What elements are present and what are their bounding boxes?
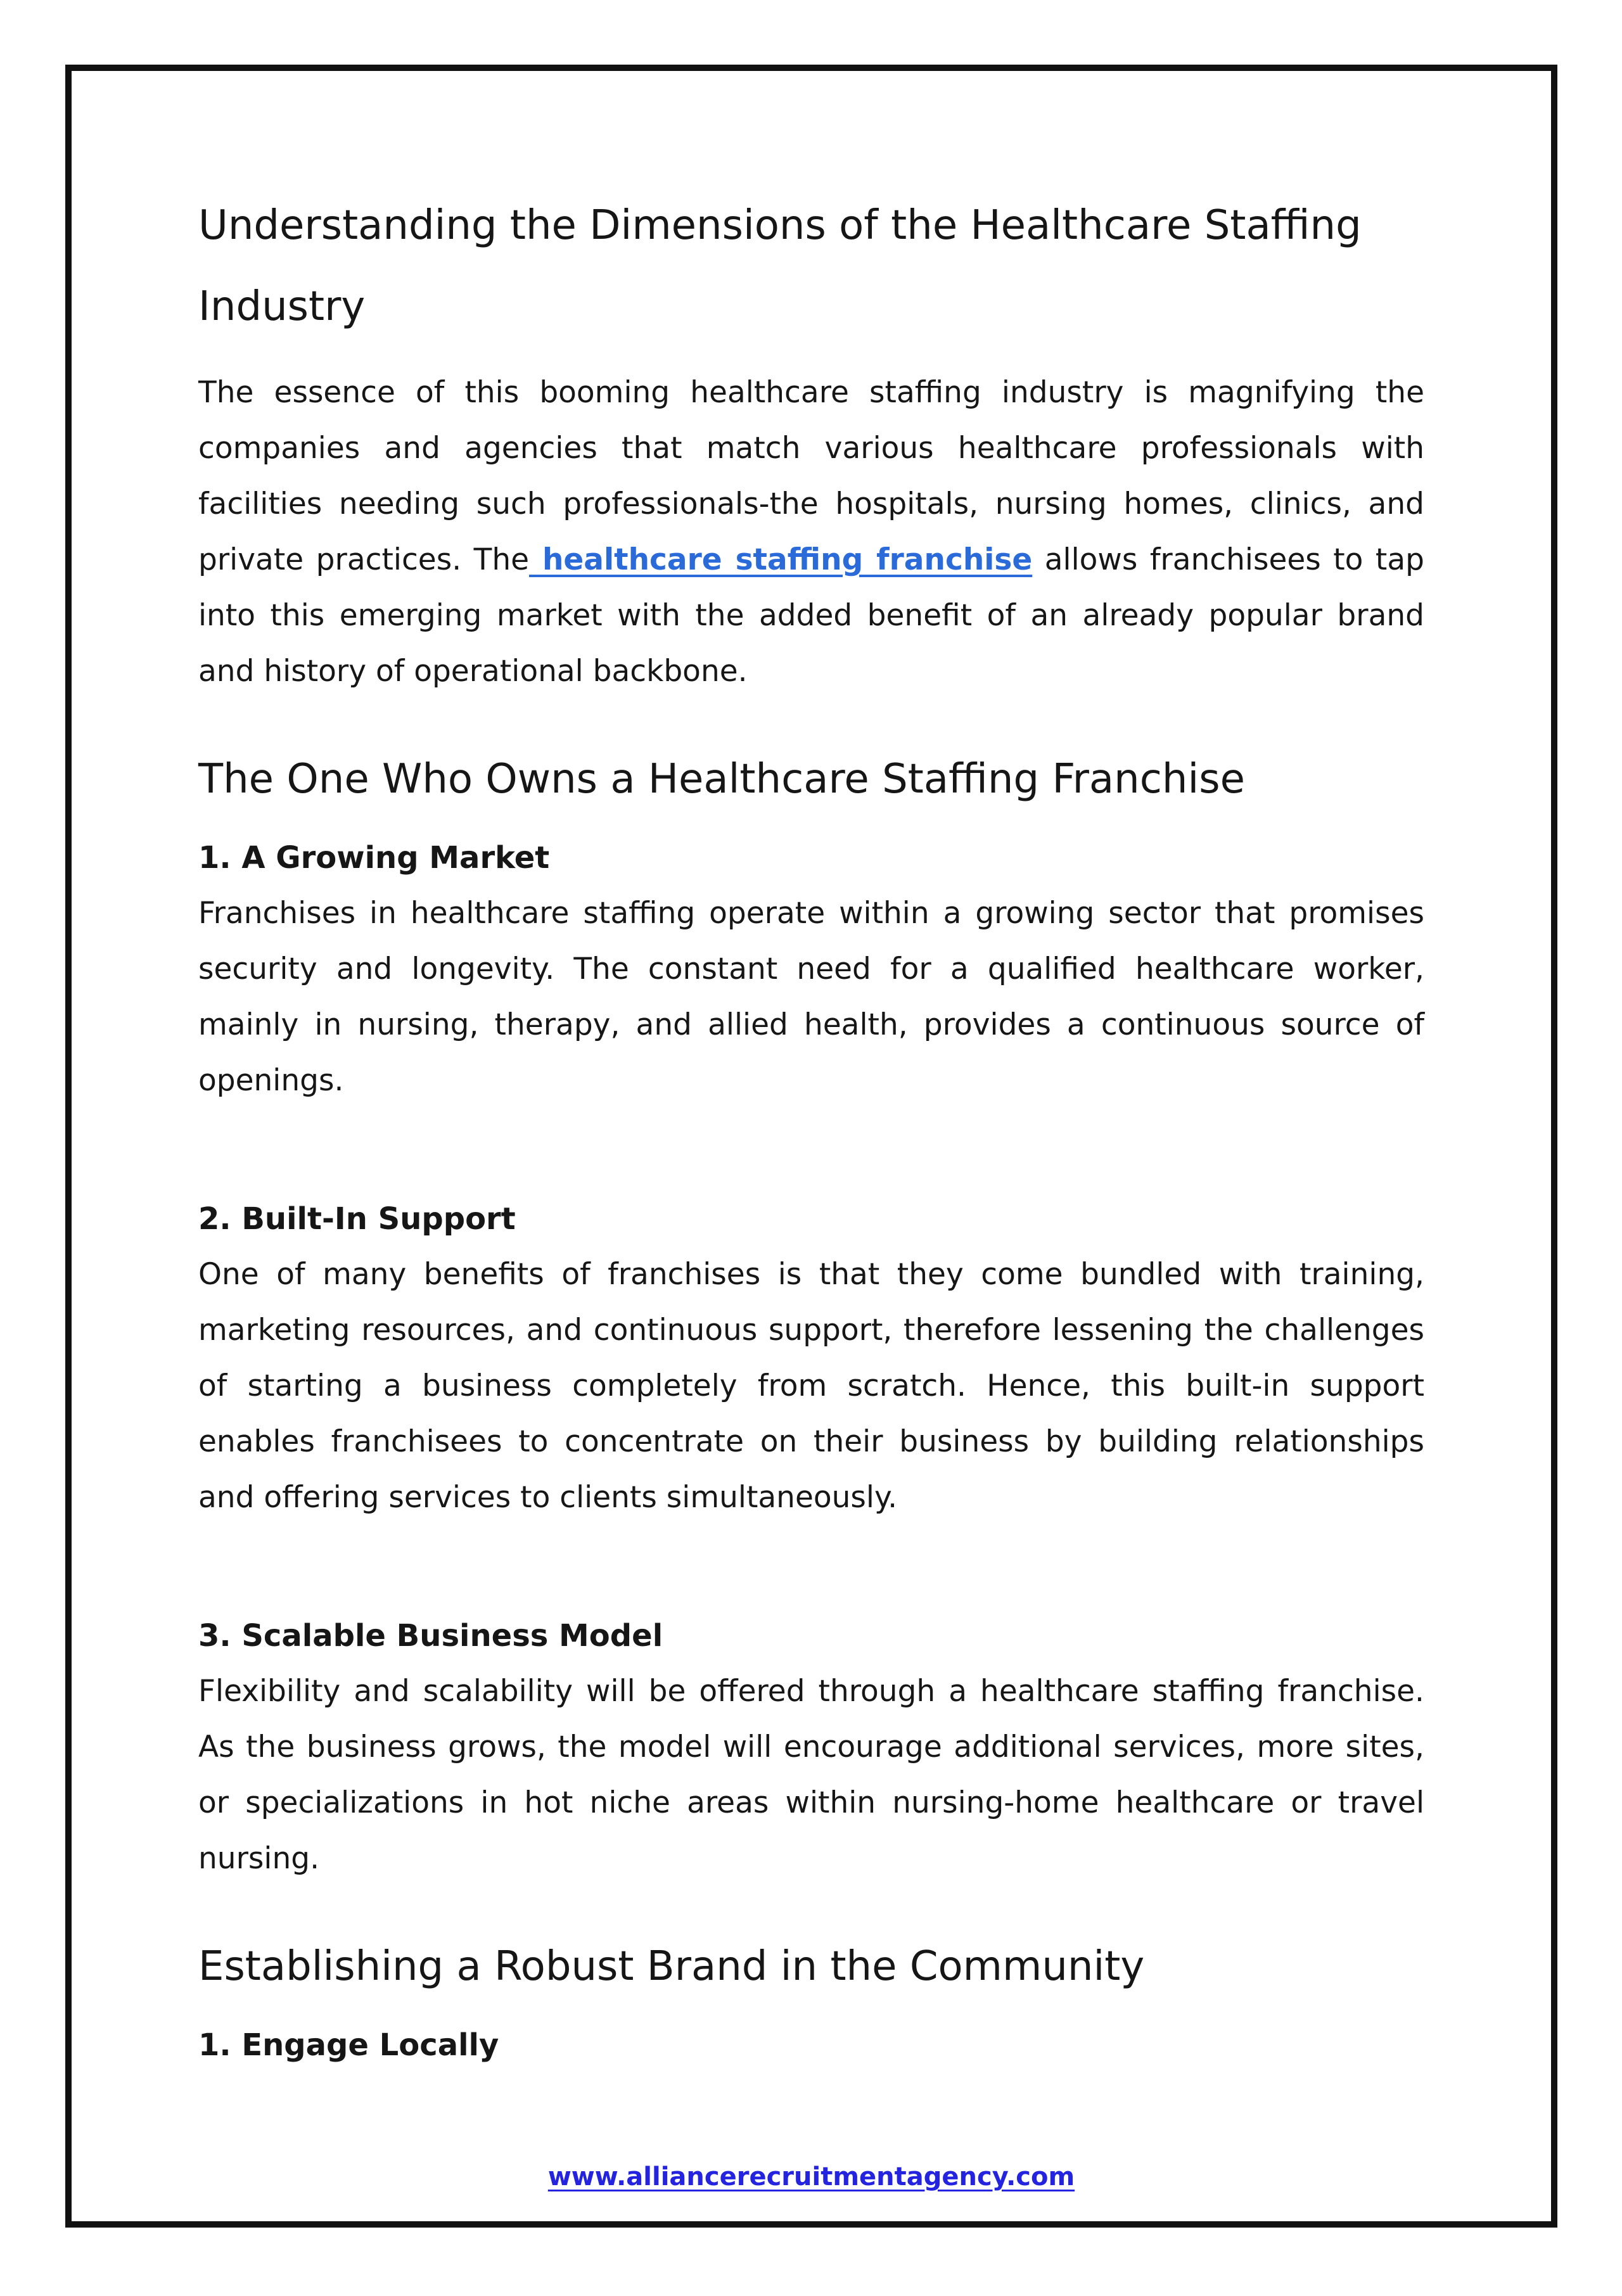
page-frame xyxy=(65,65,1557,2228)
item-body-growing-market: Franchises in healthcare staffing operate within a growing sector that promises security and longevity. The constant need for a qualified healthcare worker, mainly in nursing, therapy, and allied health, provides a continuous source of openings. xyxy=(198,896,1424,1098)
item-title-engage-locally: 1. Engage Locally xyxy=(198,2027,499,2063)
intro-text-before: The essence of this booming healthcare staffing industry is magnifying the companies and agencies that match various healthcare professionals with facilities needing such professionals-the hospitals, nursing homes, clinics, and private practices. The xyxy=(198,375,1424,577)
page-footer xyxy=(72,2158,1551,2196)
intro-text-after: allows franchisees to tap into this emerging market with the added benefit of an already popular brand and history of operational backbone. xyxy=(198,542,1424,689)
item-body-scalable-business-model: Flexibility and scalability will be offered through a healthcare staffing franchise. As the business grows, the model will encourage additional services, more sites, or specializations in hot niche areas within nursing-home healthcare or travel nursing. xyxy=(198,1674,1424,1876)
intro-paragraph xyxy=(198,365,1424,699)
item-body-built-in-support: One of many benefits of franchises is that they come bundled with training, marketing resources, and continuous support, therefore lessening the challenges of starting a business completely from scratch. Hence, this built-in support enables franchisees to concentrate on their business by building relationships and offering services to clients simultaneously. xyxy=(198,1257,1424,1515)
section-heading-robust-brand: Establishing a Robust Brand in the Community xyxy=(198,1943,1145,1990)
document-title: Understanding the Dimensions of the Healthcare Staffing Industry xyxy=(198,202,1362,330)
item-title-scalable-business-model: 3. Scalable Business Model xyxy=(198,1618,663,1654)
item-title-built-in-support: 2. Built-In Support xyxy=(198,1201,516,1237)
section-heading-owns-franchise: The One Who Owns a Healthcare Staffing Franchise xyxy=(198,756,1245,803)
item-title-growing-market: 1. A Growing Market xyxy=(198,840,550,876)
footer-website-link[interactable]: www.alliancerecruitmentagency.com xyxy=(547,2162,1075,2191)
document-content xyxy=(72,71,1551,2073)
healthcare-staffing-franchise-link[interactable]: healthcare staffing franchise xyxy=(529,542,1033,577)
